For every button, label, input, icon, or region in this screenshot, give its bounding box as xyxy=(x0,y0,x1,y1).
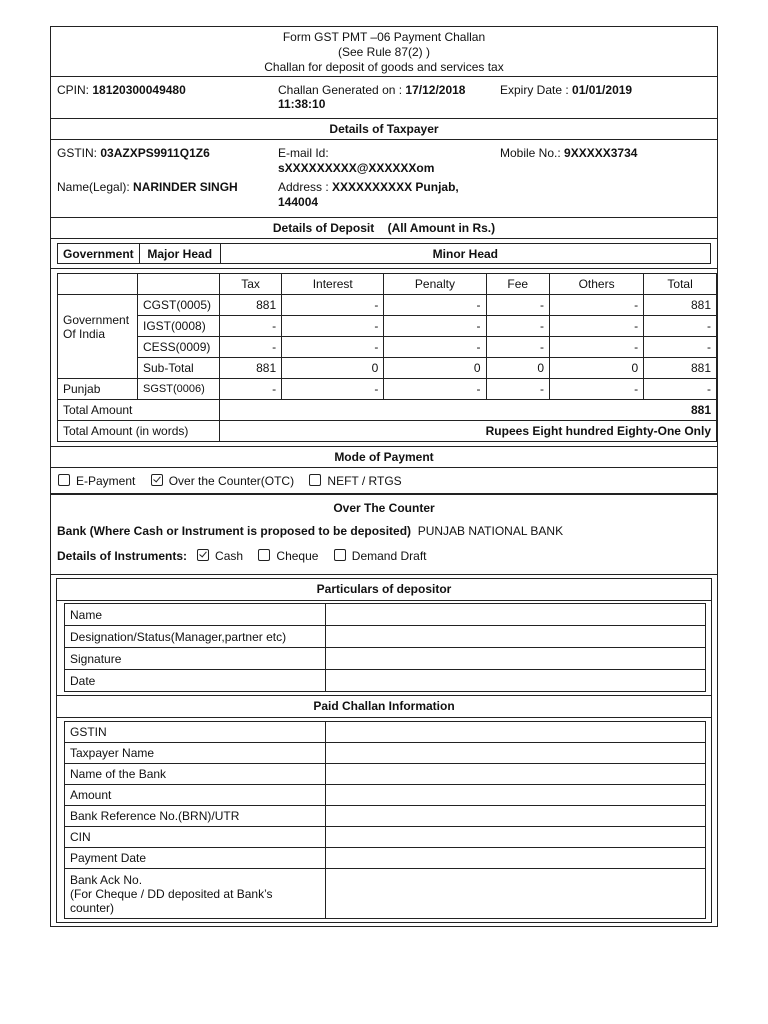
taxpayer-mobile: Mobile No.: 9XXXXX3734 xyxy=(500,146,638,160)
expiry-date: Expiry Date : 01/01/2019 xyxy=(500,83,633,97)
taxpayer-details xyxy=(51,140,717,218)
table-row: IGST(0008) - - - - - - xyxy=(58,316,717,337)
gst-challan-form xyxy=(50,26,718,927)
amount-header-row xyxy=(58,274,717,295)
total-amount-row xyxy=(58,400,717,421)
table-row: Bank Reference No.(BRN)/UTR xyxy=(65,806,706,827)
col-header: Total xyxy=(644,274,717,295)
table-row: Designation/Status(Manager,partner etc) xyxy=(65,626,706,648)
table-row: CESS(0009) - - - - - - xyxy=(58,337,717,358)
amount-table-row xyxy=(51,269,717,447)
row-label: CGST(0005) xyxy=(138,295,220,316)
col-header: Penalty xyxy=(384,274,486,295)
table-row: Payment Date xyxy=(65,848,706,869)
taxpayer-name: Name(Legal): NARINDER SINGH xyxy=(57,180,238,194)
row-label: Sub-Total xyxy=(138,358,220,379)
depositor-box xyxy=(56,578,712,923)
neft-rtgs-checkbox[interactable] xyxy=(309,474,321,486)
head-minor: Minor Head xyxy=(220,244,710,264)
head-table xyxy=(57,243,711,264)
amount-table xyxy=(57,273,717,442)
otc-bank: Bank (Where Cash or Instrument is proposed to be deposited) PUNJAB NATIONAL BANK xyxy=(57,524,564,538)
payment-mode-options: E-Payment Over the Counter(OTC) NEFT / RTGS xyxy=(51,468,717,495)
col-header: Interest xyxy=(282,274,384,295)
total-words-row xyxy=(58,421,717,442)
cheque-checkbox[interactable] xyxy=(258,549,270,561)
deposit-section-title: Details of Deposit (All Amount in Rs.) xyxy=(51,218,717,239)
row-label: IGST(0008) xyxy=(138,316,220,337)
depositor-title: Particulars of depositor xyxy=(57,579,711,601)
table-row: Taxpayer Name xyxy=(65,743,706,764)
table-row: Date xyxy=(65,670,706,692)
taxpayer-gstin: GSTIN: 03AZXPS9911Q1Z6 xyxy=(57,146,210,160)
form-rule: (See Rule 87(2) ) xyxy=(337,45,431,59)
head-row xyxy=(51,239,717,269)
paid-challan-table xyxy=(64,721,706,919)
table-row: CIN xyxy=(65,827,706,848)
taxpayer-section-title: Details of Taxpayer xyxy=(51,119,717,140)
table-row: Sub-Total 881 0 0 0 0 881 xyxy=(58,358,717,379)
table-row: Punjab SGST(0006) - - - - - - xyxy=(58,379,717,400)
head-government: Government xyxy=(58,244,140,264)
form-subtitle: Challan for deposit of goods and services tax xyxy=(264,60,504,74)
total-amount: 881 xyxy=(220,400,717,421)
total-words: Rupees Eight hundred Eighty-One Only xyxy=(220,421,717,442)
e-payment-checkbox[interactable] xyxy=(58,474,70,486)
taxpayer-address: Address : XXXXXXXXXX Punjab, 144004 xyxy=(278,180,459,209)
head-major: Major Head xyxy=(139,244,220,264)
total-amount-label: Total Amount xyxy=(58,400,220,421)
form-title: Form GST PMT –06 Payment Challan xyxy=(282,30,486,44)
cpin-row xyxy=(51,77,717,119)
table-row: Name of the Bank xyxy=(65,764,706,785)
gov-india-label: Government Of India xyxy=(58,295,138,379)
challan-generated: Challan Generated on : 17/12/2018 11:38:10 xyxy=(278,83,466,111)
cpin: CPIN: 18120300049480 xyxy=(57,83,186,97)
row-label: SGST(0006) xyxy=(138,379,220,400)
otc-section xyxy=(51,495,717,575)
form-header xyxy=(51,27,717,77)
col-header: Fee xyxy=(486,274,549,295)
col-header: Others xyxy=(550,274,644,295)
total-words-label: Total Amount (in words) xyxy=(58,421,220,442)
demand-draft-checkbox[interactable] xyxy=(334,549,346,561)
depositor-name-value[interactable] xyxy=(326,604,706,626)
payment-mode-title: Mode of Payment xyxy=(51,447,717,468)
row-label: CESS(0009) xyxy=(138,337,220,358)
depositor-designation-value[interactable] xyxy=(326,626,706,648)
depositor-table xyxy=(64,603,706,692)
table-row: Amount xyxy=(65,785,706,806)
depositor-signature-value[interactable] xyxy=(326,648,706,670)
cash-checkbox[interactable] xyxy=(197,549,209,561)
bank-ack-label: Bank Ack No. (For Cheque / DD deposited at Bank’s counter) xyxy=(65,869,326,919)
table-row xyxy=(65,869,706,919)
col-header: Tax xyxy=(220,274,282,295)
otc-checkbox[interactable] xyxy=(151,474,163,486)
state-label: Punjab xyxy=(58,379,138,400)
otc-title: Over The Counter xyxy=(333,501,435,515)
table-row: Name xyxy=(65,604,706,626)
table-row: Government Of India CGST(0005) 881 - - - - 881 xyxy=(58,295,717,316)
otc-instruments: Details of Instruments: Cash Cheque Demand Draft xyxy=(57,549,427,563)
table-row: Signature xyxy=(65,648,706,670)
paid-challan-title: Paid Challan Information xyxy=(57,695,711,718)
depositor-wrapper xyxy=(51,575,717,926)
depositor-date-value[interactable] xyxy=(326,670,706,692)
taxpayer-email: E-mail Id: sXXXXXXXXX@XXXXXXom xyxy=(278,146,435,175)
table-row: GSTIN xyxy=(65,722,706,743)
